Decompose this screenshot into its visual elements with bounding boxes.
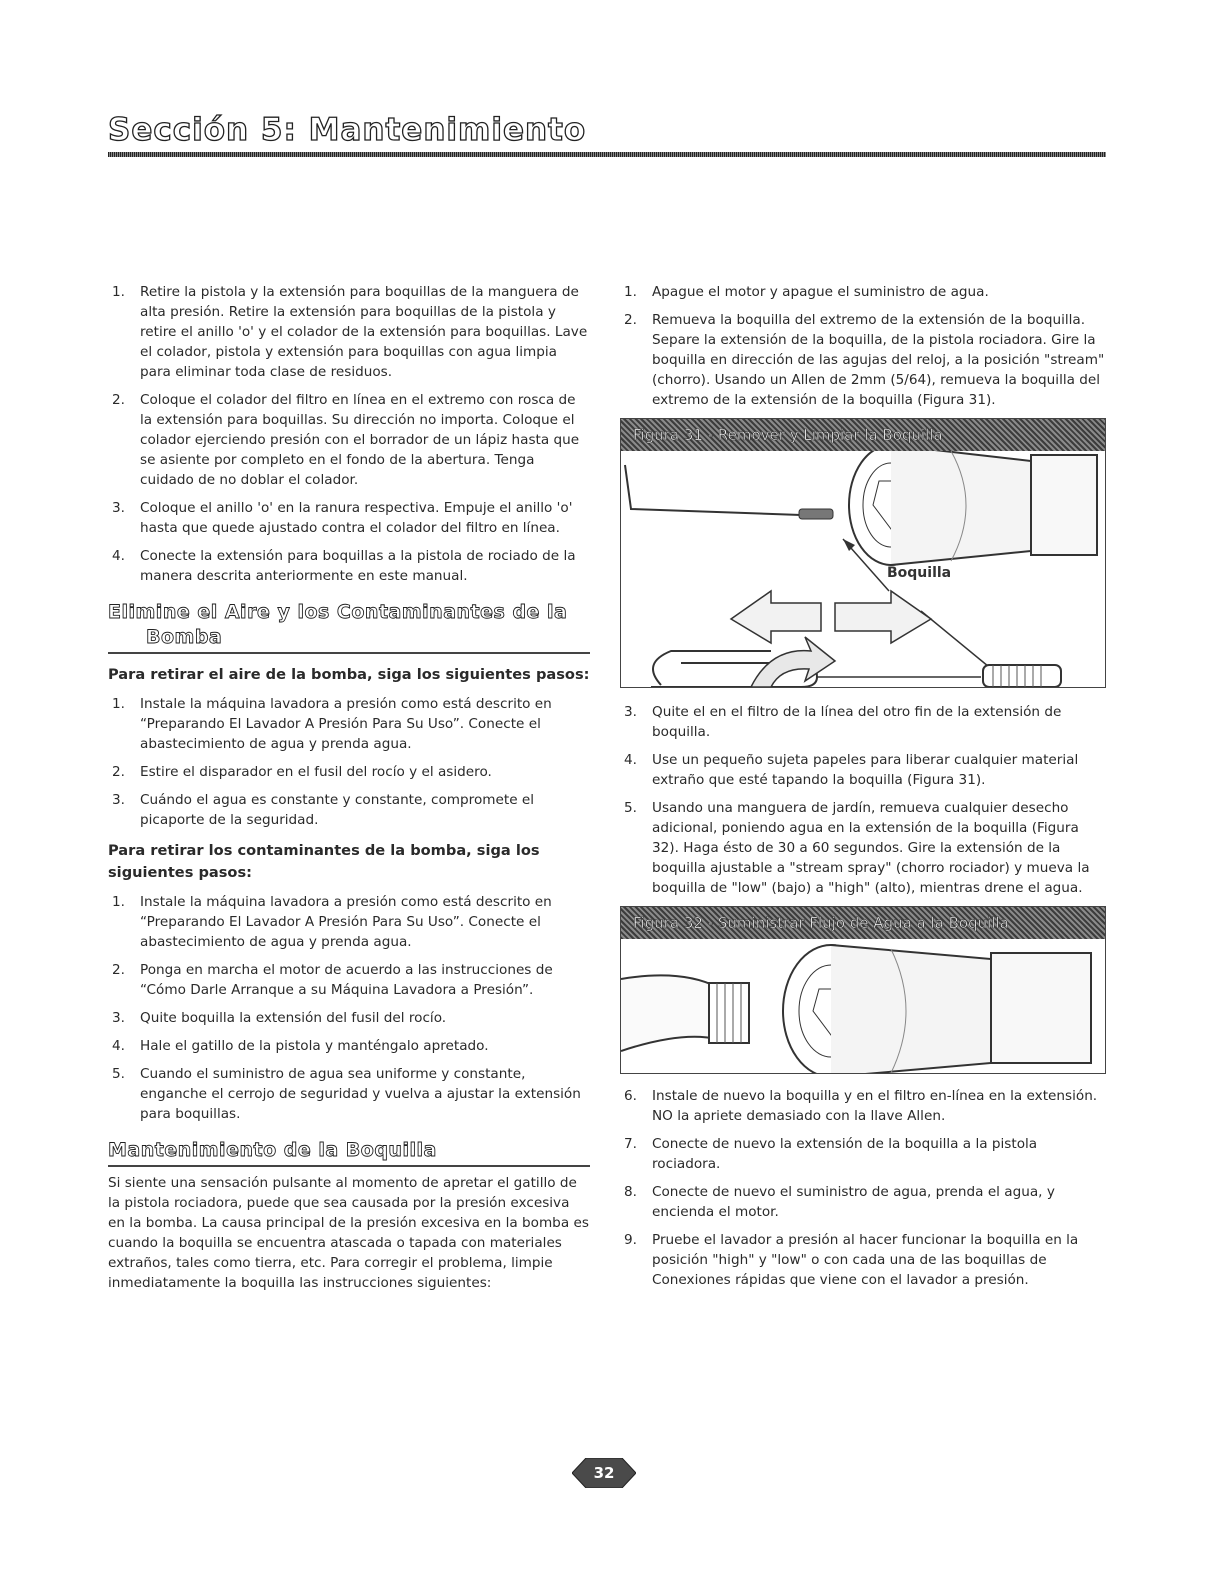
step-text: Quite el en el filtro de la línea del otro fin de la extensión de boquilla. — [652, 704, 1062, 740]
page-number: 32 — [593, 1464, 615, 1482]
step-number: 2. — [112, 962, 125, 978]
list-item — [620, 750, 1106, 790]
step-number: 1. — [112, 894, 125, 910]
list-item — [108, 790, 590, 830]
step-number: 5. — [112, 1066, 125, 1082]
figure-31-caption: Figura 31 - Remover y Limpiar la Boquilla — [621, 419, 1105, 451]
list-item — [620, 310, 1106, 410]
list-item — [108, 960, 590, 1000]
contaminant-steps-list — [108, 892, 590, 1124]
step-number: 1. — [112, 284, 125, 300]
step-number: 5. — [624, 800, 637, 816]
step-number: 3. — [112, 500, 125, 516]
list-item — [620, 1086, 1106, 1126]
list-item — [620, 702, 1106, 742]
step-text: Conecte de nuevo la extensión de la boquilla a la pistola rociadora. — [652, 1136, 1038, 1172]
step-text: Cuándo el agua es constante y constante, compromete el picaporte de la seguridad. — [140, 792, 535, 828]
step-text: Apague el motor y apague el suministro de agua. — [652, 284, 989, 300]
list-item — [108, 282, 590, 382]
step-text: Conecte de nuevo el suministro de agua, prenda el agua, y encienda el motor. — [652, 1184, 1055, 1220]
step-text: Quite boquilla la extensión del fusil del rocío. — [140, 1010, 447, 1026]
heading-line1: Elimine el Aire y los Contaminantes de la — [108, 601, 568, 623]
right-column — [620, 282, 1106, 1298]
list-item — [620, 282, 1106, 302]
step-number: 3. — [624, 704, 637, 720]
nozzle-steps-list-a — [620, 282, 1106, 410]
step-number: 9. — [624, 1232, 637, 1248]
step-text: Retire la pistola y la extensión para boquillas de la manguera de alta presión. Retire la extensión para boquillas de la pistola y retire el anillo 'o' y el colador de la extensión para boquillas. Lave el colador, pistola y extensión para boquillas con agua limpia para eliminar toda clase de residuos. — [140, 284, 588, 380]
left-arrow — [731, 591, 821, 643]
figure-32-illustration — [621, 939, 1105, 1073]
step-number: 7. — [624, 1136, 637, 1152]
step-number: 3. — [112, 792, 125, 808]
page-title: Sección 5: Mantenimiento — [108, 112, 587, 148]
list-item — [620, 798, 1106, 898]
intro-steps-list — [108, 282, 590, 586]
nozzle-steps-list-c — [620, 1086, 1106, 1290]
step-number: 4. — [112, 548, 125, 564]
list-item — [108, 892, 590, 952]
list-item — [108, 694, 590, 754]
step-number: 1. — [112, 696, 125, 712]
step-text: Hale el gatillo de la pistola y manténgalo apretado. — [140, 1038, 489, 1054]
step-number: 2. — [112, 764, 125, 780]
heading-line2: Bomba — [146, 626, 223, 648]
step-text: Usando una manguera de jardín, remueva cualquier desecho adicional, poniendo agua en la extensión de la boquilla (Figura 32). Haga ésto de 30 a 60 segundos. Gire la extensión de la boquilla ajustable a "stream spray" (chorro rociador) y mueva la boquilla de "low" (bajo) a "high" (alto), mientras drene el agua. — [652, 800, 1090, 896]
wire-tool-tip — [799, 509, 833, 519]
nozzle-tip — [983, 665, 1061, 687]
page-number-badge — [572, 1458, 636, 1488]
step-text: Instale de nuevo la boquilla y en el filtro en-línea en la extensión. NO la apriete demasiado con la llave Allen. — [652, 1088, 1098, 1124]
step-text: Remueva la boquilla del extremo de la extensión de la boquilla. Separe la extensión de la boquilla, de la pistola rociadora. Gire la boquilla en dirección de las agujas del reloj, a la posición "stream" (chorro). Usando un Allen de 2mm (5/64), remueva la boquilla del extremo de la extensión de la boquilla (Figura 31). — [652, 312, 1105, 408]
step-text: Instale la máquina lavadora a presión como está descrito en “Preparando El Lavador A Presión Para Su Uso”. Conecte el abastecimiento de agua y prenda agua. — [140, 894, 552, 950]
list-item — [620, 1230, 1106, 1290]
list-item — [108, 546, 590, 586]
list-item — [108, 1064, 590, 1124]
wire-tool — [625, 465, 801, 515]
step-text: Conecte la extensión para boquillas a la pistola de rociado de la manera descrita anteriormente en este manual. — [140, 548, 576, 584]
figure-31-illustration — [621, 451, 1105, 687]
list-item — [108, 1008, 590, 1028]
step-text: Pruebe el lavador a presión al hacer funcionar la boquilla en la posición "high" y "low" o con cada una de las boquillas de Conexiones rápidas que viene con el lavador a presión. — [652, 1232, 1079, 1288]
step-number: 3. — [112, 1010, 125, 1026]
list-item — [108, 1036, 590, 1056]
nozzle-steps-list-b — [620, 702, 1106, 898]
section-heading-air — [108, 600, 590, 654]
step-text: Cuando el suministro de agua sea uniforme y constante, enganche el cerrojo de seguridad y vuelva a ajustar la extensión para boquillas. — [140, 1066, 581, 1122]
figure-32 — [620, 906, 1106, 1074]
step-number: 4. — [624, 752, 637, 768]
left-column — [108, 282, 590, 1293]
step-text: Use un pequeño sujeta papeles para liberar cualquier material extraño que esté tapando la boquilla (Figura 31). — [652, 752, 1079, 788]
subheading-contaminants: Para retirar los contaminantes de la bomba, siga los siguientes pasos: — [108, 842, 540, 881]
step-text: Ponga en marcha el motor de acuerdo a las instrucciones de “Cómo Darle Arranque a su Máquina Lavadora a Presión”. — [140, 962, 553, 998]
step-number: 4. — [112, 1038, 125, 1054]
step-number: 6. — [624, 1088, 637, 1104]
figure-31-label: Boquilla — [887, 565, 952, 581]
step-number: 8. — [624, 1184, 637, 1200]
step-number: 2. — [624, 312, 637, 328]
air-steps-list — [108, 694, 590, 830]
list-item — [620, 1134, 1106, 1174]
step-text: Coloque el colador del filtro en línea en el extremo con rosca de la extensión para boquillas. Su dirección no importa. Coloque el colador ejerciendo presión con el borrador de un lápiz hasta que se asiente por completo en el fondo de la abertura. Tenga cuidado de no doblar el colador. — [140, 392, 580, 488]
step-text: Instale la máquina lavadora a presión como está descrito en “Preparando El Lavador A Presión Para Su Uso”. Conecte el abastecimiento de agua y prenda agua. — [140, 696, 552, 752]
step-number: 2. — [112, 392, 125, 408]
subheading-air: Para retirar el aire de la bomba, siga los siguientes pasos: — [108, 666, 590, 683]
figure-32-caption: Figura 32 - Suministrar Flujo de Agua a la Boquilla — [621, 907, 1105, 939]
nozzle-paragraph: Si siente una sensación pulsante al momento de apretar el gatillo de la pistola rociadora, puede que sea causada por la presión excesiva en la bomba. La causa principal de la presión excesiva en la bomba es cuando la boquilla se encuentra atascada o tapada con materiales extraños, tales como tierra, etc. Para corregir el problema, limpie inmediatamente la boquilla las instrucciones siguientes: — [108, 1175, 589, 1291]
step-text: Estire el disparador en el fusil del rocío y el asidero. — [140, 764, 492, 780]
right-arrow — [835, 591, 931, 643]
title-rule — [108, 152, 1106, 157]
figure-31 — [620, 418, 1106, 688]
step-number: 1. — [624, 284, 637, 300]
hose-fitting — [709, 983, 749, 1043]
list-item — [108, 762, 590, 782]
garden-hose — [621, 975, 717, 1051]
list-item — [620, 1182, 1106, 1222]
nozzle-body — [849, 451, 1097, 565]
section-heading-nozzle: Mantenimiento de la Boquilla — [108, 1138, 590, 1167]
step-text: Coloque el anillo 'o' en la ranura respectiva. Empuje el anillo 'o' hasta que quede ajustado contra el colador del filtro en línea. — [140, 500, 573, 536]
list-item — [108, 498, 590, 538]
nozzle-extension — [783, 945, 1091, 1073]
list-item — [108, 390, 590, 490]
